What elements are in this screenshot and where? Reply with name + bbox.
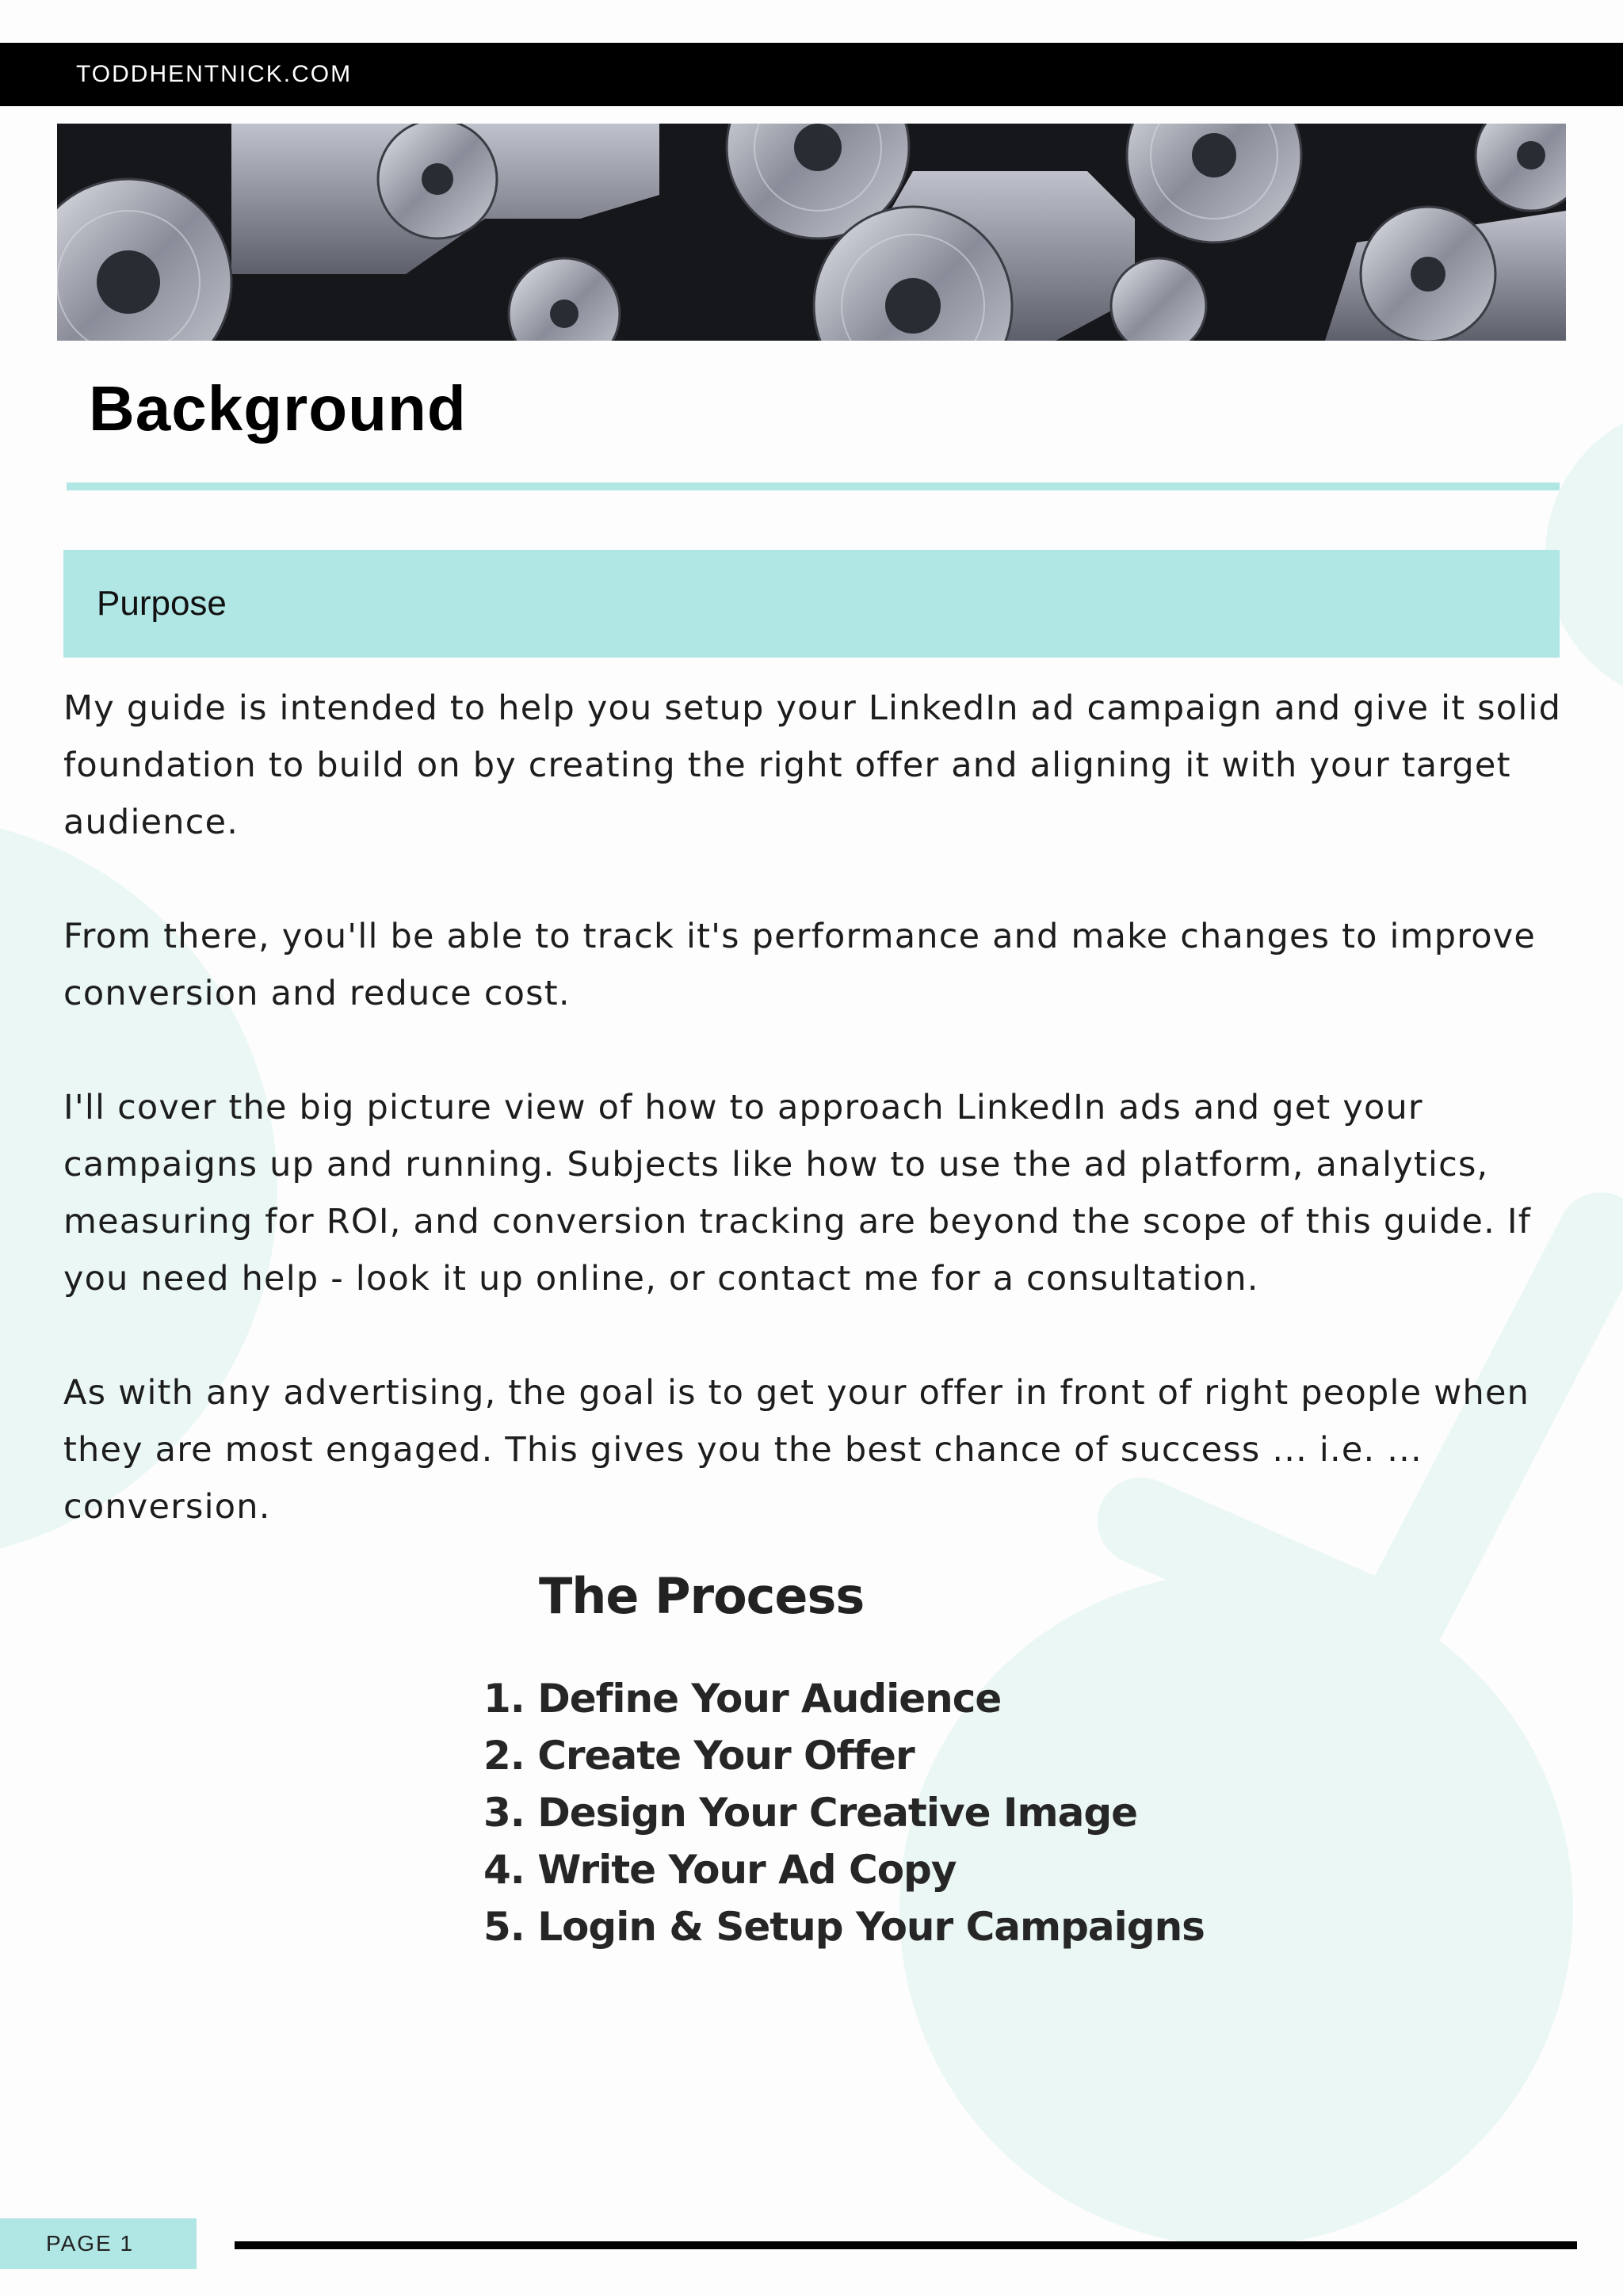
- footer-divider: [235, 2241, 1577, 2249]
- purpose-label: Purpose: [97, 584, 227, 623]
- paragraph-tracking: From there, you'll be able to track it's performance and make changes to improve conversion and reduce cost.: [63, 917, 1537, 1013]
- process-step: 2. Create Your Offer: [483, 1733, 915, 1779]
- title-divider: [67, 482, 1560, 490]
- process-step: 5. Login & Setup Your Campaigns: [483, 1904, 1205, 1950]
- body-text: [63, 680, 1569, 1592]
- paragraph-intro: My guide is intended to help you setup your LinkedIn ad campaign and give it solid foundation to build on by creating the right offer and aligning it with your target audience.: [63, 688, 1562, 842]
- process-step: 1. Define Your Audience: [483, 1676, 1002, 1722]
- process-step: 4. Write Your Ad Copy: [483, 1847, 957, 1893]
- page-number: PAGE 1: [46, 2231, 135, 2256]
- paragraph-goal: As with any advertising, the goal is to get your offer in front of right people when they are most engaged. This gives you the best chance of success ... i.e. ... conversion.: [63, 1373, 1530, 1527]
- page-number-tag: [0, 2218, 197, 2269]
- purpose-banner: [63, 550, 1560, 658]
- process-steps: [483, 1670, 1205, 1955]
- site-url[interactable]: TODDHENTNICK.COM: [76, 61, 353, 87]
- process-title: The Process: [539, 1567, 865, 1625]
- process-step: 3. Design Your Creative Image: [483, 1790, 1138, 1836]
- gears-banner-image: [57, 124, 1566, 341]
- section-title: Background: [89, 373, 467, 444]
- paragraph-scope: I'll cover the big picture view of how to approach LinkedIn ads and get your campaigns up and running. Subjects like how to use the ad platform, analytics, measuring for ROI, and conversion tracking are beyond the scope of this guide. If you need help - look it up online, or contact me for a consultation.: [63, 1088, 1532, 1299]
- top-bar: [0, 43, 1623, 106]
- gears-image-icon: [57, 124, 1566, 341]
